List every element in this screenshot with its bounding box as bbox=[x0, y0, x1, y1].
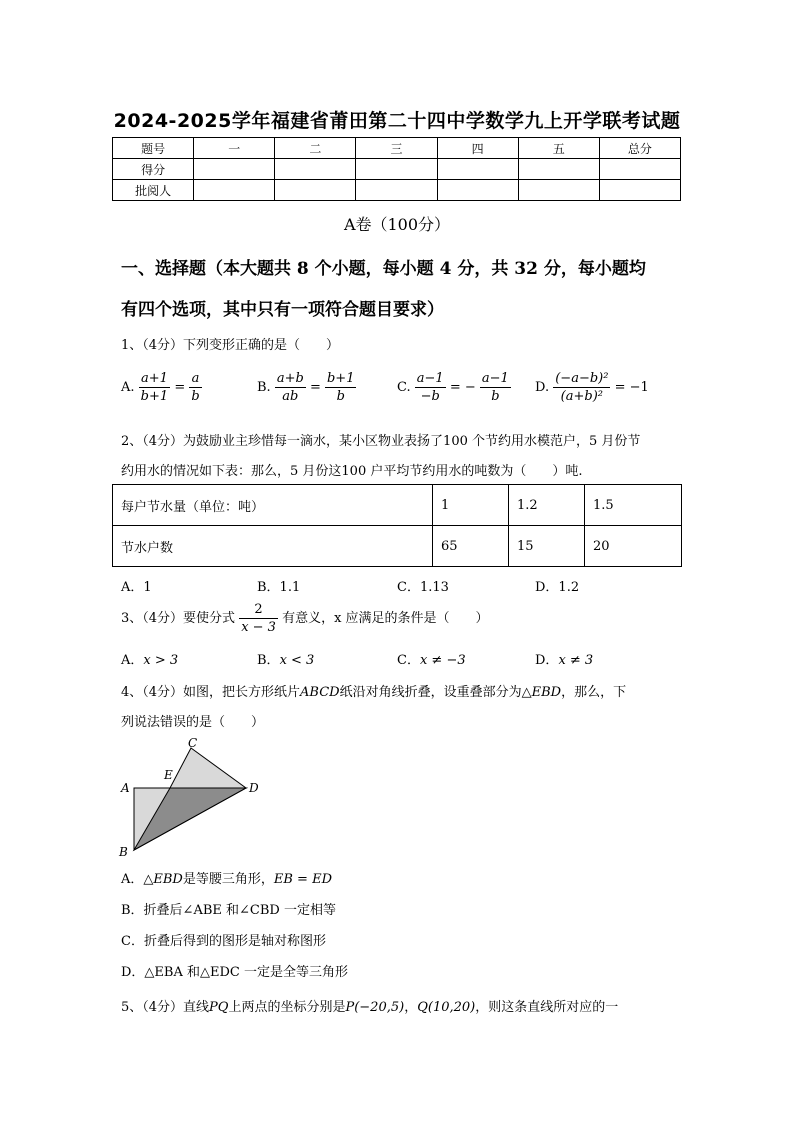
label-c: C bbox=[188, 736, 198, 750]
score-header-cell: 题号 bbox=[113, 138, 194, 159]
table-row bbox=[113, 485, 682, 526]
score-cell[interactable] bbox=[518, 159, 599, 180]
grader-cell[interactable] bbox=[194, 180, 275, 201]
q4-option-b[interactable]: B．折叠后∠ABE 和∠CBD 一定相等 bbox=[121, 903, 336, 918]
table-cell: 20 bbox=[585, 526, 682, 567]
score-cell[interactable] bbox=[599, 159, 680, 180]
fraction bbox=[480, 370, 511, 405]
triangle-cde-part bbox=[170, 748, 246, 788]
q3-option-d[interactable] bbox=[535, 649, 593, 668]
q1-option-b[interactable] bbox=[257, 370, 356, 405]
math: EBD bbox=[153, 872, 183, 887]
text: 5、（4分）直线 bbox=[121, 1000, 210, 1015]
fraction bbox=[553, 370, 610, 405]
numerator: a−1 bbox=[416, 371, 444, 386]
table-cell: 每户节水量（单位：吨） bbox=[113, 485, 433, 526]
q3-option-b[interactable] bbox=[257, 649, 314, 668]
math: PQ bbox=[209, 1000, 229, 1015]
denominator: −b bbox=[420, 389, 440, 404]
score-row-label: 得分 bbox=[113, 159, 194, 180]
math: Q(10,20) bbox=[417, 1000, 476, 1015]
score-header-cell: 总分 bbox=[599, 138, 680, 159]
score-header-cell: 四 bbox=[437, 138, 518, 159]
table-cell: 1.2 bbox=[509, 485, 585, 526]
option-label: D． bbox=[535, 653, 559, 668]
q4-stem-line2: 列说法错误的是（ ） bbox=[121, 715, 265, 730]
numerator: a−1 bbox=[481, 371, 509, 386]
q2-stem-line2: 约用水的情况如下表：那么，5 月份这100 户平均节约用水的吨数为（ ）吨. bbox=[121, 464, 583, 479]
label-a: A bbox=[121, 781, 130, 795]
score-header-cell: 一 bbox=[194, 138, 275, 159]
denominator: (a+b)² bbox=[560, 389, 603, 404]
denominator: b bbox=[491, 389, 500, 404]
q2-option-a[interactable]: A．1 bbox=[121, 580, 152, 595]
table-cell: 15 bbox=[509, 526, 585, 567]
q2-option-d[interactable]: D．1.2 bbox=[535, 580, 580, 595]
math: P(−20,5) bbox=[345, 1000, 405, 1015]
numerator: a+1 bbox=[139, 370, 171, 388]
score-table-header-row bbox=[113, 138, 681, 159]
label-e: E bbox=[164, 768, 173, 782]
q4-option-c[interactable]: C．折叠后得到的图形是轴对称图形 bbox=[121, 934, 326, 949]
section-a-heading: A卷（100分） bbox=[343, 215, 451, 234]
text: 上两点的坐标分别是 bbox=[228, 1000, 346, 1015]
q3-fraction bbox=[239, 601, 278, 636]
option-label: C． bbox=[397, 653, 420, 668]
table-row bbox=[113, 526, 682, 567]
option-label: A．△ bbox=[121, 872, 154, 887]
q3-stem bbox=[121, 601, 489, 636]
q4-stem-line1 bbox=[121, 681, 626, 700]
grader-row bbox=[113, 180, 681, 201]
fraction bbox=[325, 370, 357, 405]
table-cell: 1 bbox=[433, 485, 509, 526]
grader-cell[interactable] bbox=[518, 180, 599, 201]
numerator: (−a−b)² bbox=[555, 371, 609, 386]
table-cell: 65 bbox=[433, 526, 509, 567]
equals-minus-sign: = − bbox=[449, 380, 476, 395]
equals-sign: = bbox=[174, 380, 186, 395]
option-math: x > 3 bbox=[143, 653, 179, 668]
table-cell: 1.5 bbox=[585, 485, 682, 526]
denominator: b bbox=[336, 389, 345, 404]
text: 纸沿对角线折叠，设重叠部分为△ bbox=[339, 685, 532, 700]
q2-option-b[interactable]: B．1.1 bbox=[257, 580, 301, 595]
q2-option-c[interactable]: C．1.13 bbox=[397, 580, 449, 595]
fraction bbox=[139, 370, 171, 405]
numerator: 2 bbox=[239, 601, 278, 619]
score-cell[interactable] bbox=[194, 159, 275, 180]
text: 是等腰三角形， bbox=[182, 872, 274, 887]
math: EBD bbox=[531, 685, 562, 700]
q4-option-a[interactable] bbox=[121, 868, 332, 887]
numerator: a bbox=[189, 370, 201, 388]
exam-title: 2024-2025学年福建省莆田第二十四中学数学九上开学联考试题 bbox=[113, 110, 681, 132]
grader-cell[interactable] bbox=[356, 180, 437, 201]
denominator: ab bbox=[282, 389, 299, 404]
numerator: a+b bbox=[276, 371, 304, 386]
score-cell[interactable] bbox=[356, 159, 437, 180]
option-label: C. bbox=[397, 380, 411, 395]
part1-heading-line2: 有四个选项，其中只有一项符合题目要求） bbox=[121, 300, 444, 320]
option-label: D. bbox=[535, 380, 550, 395]
table-cell: 节水户数 bbox=[113, 526, 433, 567]
score-table bbox=[112, 137, 681, 201]
text: 4、（4分）如图，把长方形纸片 bbox=[121, 685, 301, 700]
denominator: b+1 bbox=[140, 389, 169, 404]
text: ，则这条直线所对应的一 bbox=[475, 1000, 619, 1015]
q1-option-c[interactable] bbox=[397, 370, 511, 405]
q3-option-a[interactable] bbox=[121, 649, 178, 668]
math: ABCD bbox=[300, 685, 340, 700]
numerator: b+1 bbox=[326, 371, 355, 386]
label-b: B bbox=[119, 845, 128, 859]
water-saving-table bbox=[112, 484, 682, 567]
folded-rectangle-figure bbox=[112, 735, 272, 860]
option-label: A． bbox=[121, 653, 144, 668]
q4-option-d[interactable]: D．△EBA 和△EDC 一定是全等三角形 bbox=[121, 965, 348, 980]
score-cell[interactable] bbox=[437, 159, 518, 180]
q1-option-d[interactable] bbox=[535, 370, 649, 405]
option-math: x < 3 bbox=[279, 653, 315, 668]
label-d: D bbox=[249, 781, 259, 795]
grader-cell[interactable] bbox=[599, 180, 680, 201]
option-label: B． bbox=[257, 653, 280, 668]
denominator: x − 3 bbox=[241, 620, 276, 635]
text: ， bbox=[404, 1000, 418, 1015]
q5-stem bbox=[121, 996, 618, 1015]
option-math: x ≠ −3 bbox=[419, 653, 466, 668]
q3-stem-post: 有意义，x 应满足的条件是（ ） bbox=[282, 611, 489, 626]
q3-option-c[interactable] bbox=[397, 649, 466, 668]
q1-option-a[interactable] bbox=[121, 370, 202, 405]
score-header-cell: 五 bbox=[518, 138, 599, 159]
text: ，那么，下 bbox=[561, 685, 627, 700]
option-math: x ≠ 3 bbox=[558, 653, 594, 668]
q3-stem-pre: 3、（4分）要使分式 bbox=[121, 611, 236, 626]
fraction bbox=[415, 370, 446, 405]
score-header-cell: 三 bbox=[356, 138, 437, 159]
fraction bbox=[189, 370, 201, 405]
rhs: = −1 bbox=[614, 380, 649, 395]
score-row bbox=[113, 159, 681, 180]
grader-cell[interactable] bbox=[437, 180, 518, 201]
score-cell[interactable] bbox=[275, 159, 356, 180]
denominator: b bbox=[191, 389, 200, 404]
score-header-cell: 二 bbox=[275, 138, 356, 159]
fraction bbox=[275, 370, 306, 405]
grader-cell[interactable] bbox=[275, 180, 356, 201]
part1-heading-line1: 一、选择题（本大题共 8 个小题，每小题 4 分，共 32 分，每小题均 bbox=[121, 259, 646, 279]
math: EB = ED bbox=[273, 872, 332, 887]
grader-row-label: 批阅人 bbox=[113, 180, 194, 201]
q2-stem-line1: 2、（4分）为鼓励业主珍惜每一滴水，某小区物业表扬了100 个节约用水模范户，5 月份节 bbox=[121, 434, 641, 449]
equals-sign: = bbox=[309, 380, 321, 395]
option-label: B. bbox=[257, 380, 271, 395]
q1-stem: 1、（4分）下列变形正确的是（ ） bbox=[121, 338, 340, 353]
option-label: A. bbox=[121, 380, 135, 395]
